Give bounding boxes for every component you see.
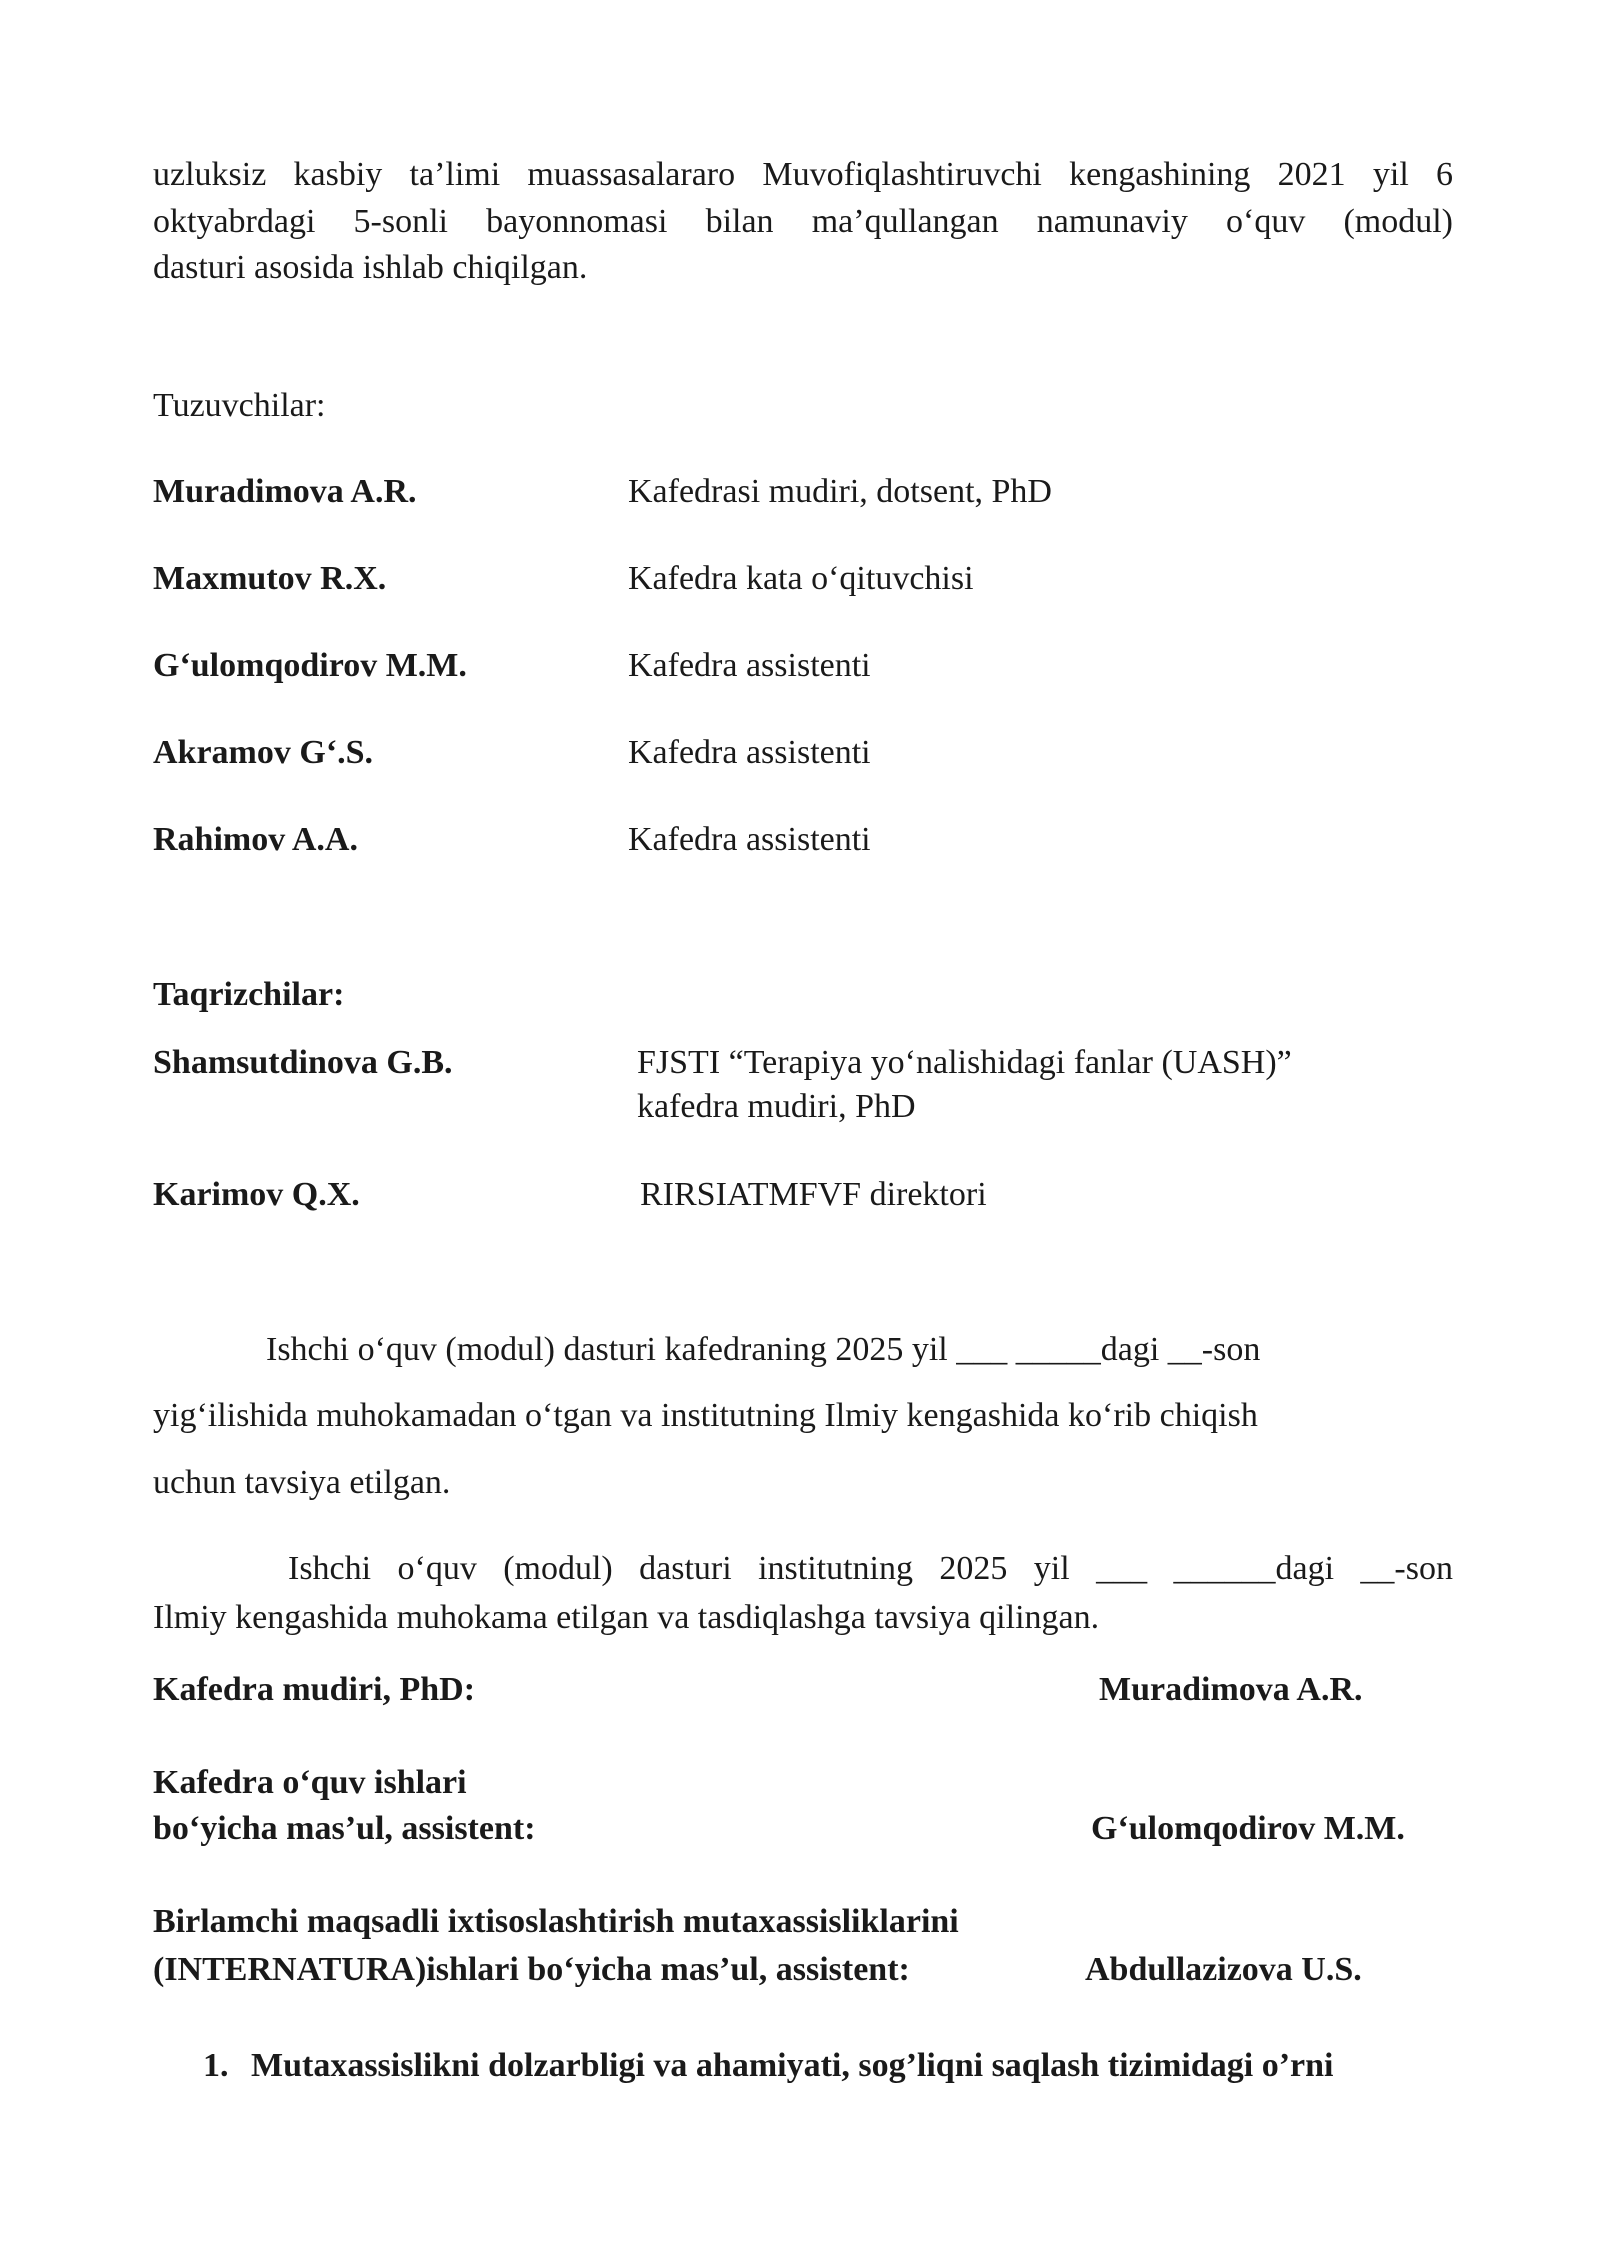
author-role: Kafedra assistenti: [628, 647, 871, 684]
reviewer-role-line-2: kafedra mudiri, PhD: [637, 1088, 916, 1125]
approval1-line-2: yig‘ilishida muhokamadan o‘tgan va institutning Ilmiy kengashida ko‘rib chiqish: [153, 1397, 1258, 1434]
reviewer-role-line-1: RIRSIATMFVF direktori: [640, 1176, 987, 1213]
author-name: G‘ulomqodirov M.M.: [153, 647, 467, 684]
section-title: Mutaxassislikni dolzarbligi va ahamiyati, sog’liqni saqlash tizimidagi o’rni: [251, 2047, 1334, 2084]
authors-heading: Tuzuvchilar:: [153, 387, 326, 424]
reviewer-role-line-1: FJSTI “Terapiya yo‘nalishidagi fanlar (UASH)”: [637, 1044, 1292, 1081]
signature-title-line-2: (INTERNATURA)ishlari bo‘yicha mas’ul, assistent:: [153, 1951, 910, 1988]
author-role: Kafedra assistenti: [628, 821, 871, 858]
author-role: Kafedrasi mudiri, dotsent, PhD: [628, 473, 1052, 510]
author-name: Rahimov A.A.: [153, 821, 358, 858]
reviewer-name: Karimov Q.X.: [153, 1176, 360, 1213]
approval2-line-1: Ishchi o‘quv (modul) dasturi institutning 2025 yil ___ ______dagi __-son: [288, 1550, 1453, 1587]
reviewer-name: Shamsutdinova G.B.: [153, 1044, 453, 1081]
author-role: Kafedra assistenti: [628, 734, 871, 771]
reviewers-heading: Taqrizchilar:: [153, 976, 345, 1013]
approval1-line-3: uchun tavsiya etilgan.: [153, 1464, 451, 1501]
signature-title: Kafedra mudiri, PhD:: [153, 1671, 476, 1708]
author-name: Maxmutov R.X.: [153, 560, 387, 597]
author-role: Kafedra kata o‘qituvchisi: [628, 560, 974, 597]
approval2-line-2: Ilmiy kengashida muhokama etilgan va tasdiqlashga tavsiya qilingan.: [153, 1599, 1100, 1636]
section-number: 1.: [203, 2047, 229, 2084]
signature-title-line-1: Kafedra o‘quv ishlari: [153, 1764, 467, 1801]
signature-title-line-2: bo‘yicha mas’ul, assistent:: [153, 1810, 536, 1847]
intro-line-3: dasturi asosida ishlab chiqilgan.: [153, 249, 588, 286]
author-name: Muradimova A.R.: [153, 473, 417, 510]
approval1-line-1: Ishchi o‘quv (modul) dasturi kafedraning 2025 yil ___ _____dagi __-son: [266, 1331, 1261, 1368]
signature-title-line-1: Birlamchi maqsadli ixtisoslashtirish mutaxassisliklarini: [153, 1903, 959, 1940]
intro-line-1: uzluksiz kasbiy ta’limi muassasalararo Muvofiqlashtiruvchi kengashining 2021 yil 6: [153, 156, 1453, 193]
signature-name: G‘ulomqodirov M.M.: [1091, 1810, 1405, 1847]
intro-line-2: oktyabrdagi 5-sonli bayonnomasi bilan ma’qullangan namunaviy o‘quv (modul): [153, 203, 1453, 240]
signature-name: Abdullazizova U.S.: [1085, 1951, 1362, 1988]
signature-name: Muradimova A.R.: [1099, 1671, 1363, 1708]
author-name: Akramov G‘.S.: [153, 734, 374, 771]
